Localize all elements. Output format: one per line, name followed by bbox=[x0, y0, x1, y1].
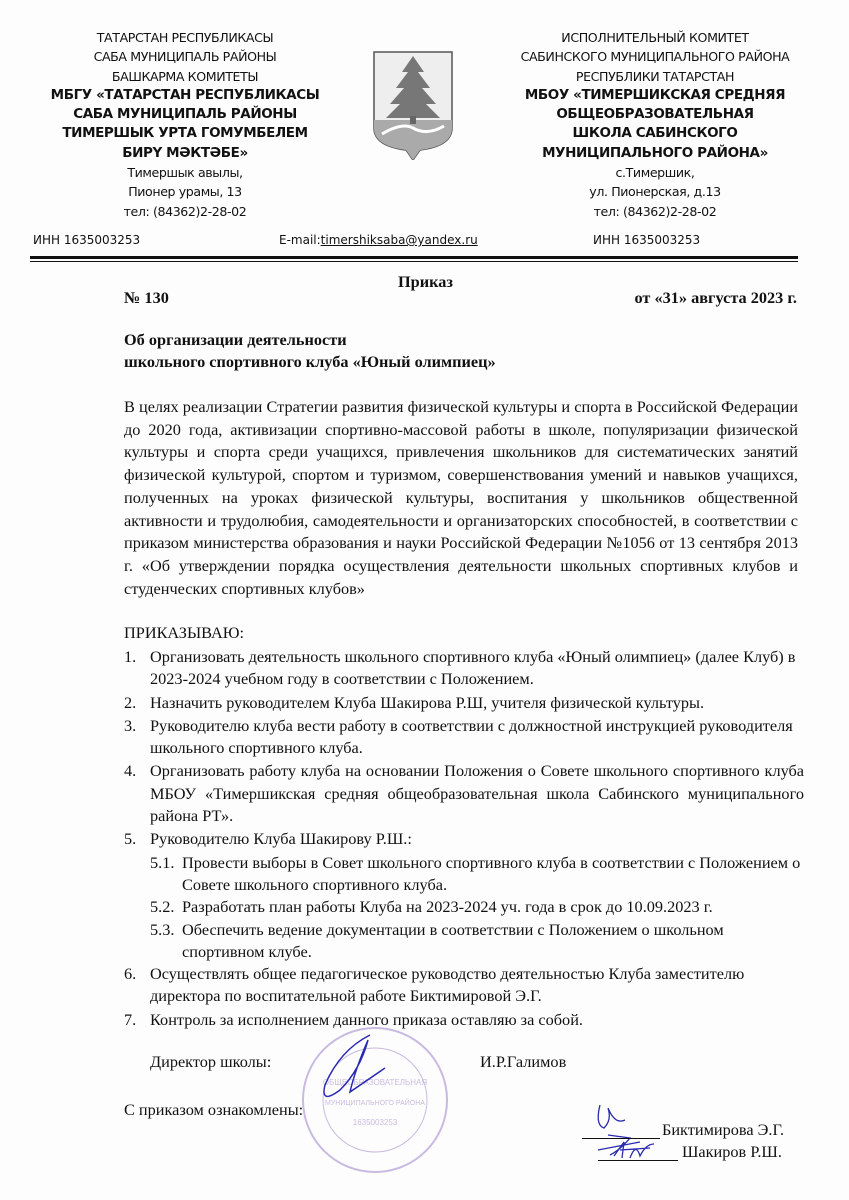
list-item: 7. Контроль за исполнением данного приказа оставляю за собой. bbox=[124, 1009, 583, 1029]
header-address: с.Тимершик, bbox=[615, 165, 695, 181]
email-label: E-mail: bbox=[279, 233, 321, 247]
header-line: ШКОЛА САБИНСКОГО bbox=[572, 125, 738, 142]
header-line: САБА МУНИЦИПАЛЬ РАЙОНЫ bbox=[73, 106, 297, 123]
svg-text:ОБЩЕОБРАЗОВАТЕЛЬНАЯ: ОБЩЕОБРАЗОВАТЕЛЬНАЯ bbox=[322, 1078, 428, 1087]
director-label: Директор школы: bbox=[150, 1052, 272, 1071]
doc-type: Приказ bbox=[398, 272, 453, 291]
inn-left: ИНН 1635003253 bbox=[33, 233, 141, 247]
list-item: 4. Организовать работу клуба на основании Положения о Совете школьного спортивного клуба МБОУ «Тимершикская средняя общеобразовательная школа Сабинского муниципального района РТ». bbox=[124, 761, 804, 826]
svg-text:МУНИЦИПАЛЬНОГО РАЙОНА: МУНИЦИПАЛЬНОГО РАЙОНА bbox=[325, 1100, 425, 1107]
order-number: № 130 bbox=[124, 288, 169, 307]
header-line: МУНИЦИПАЛЬНОГО РАЙОНА» bbox=[542, 144, 768, 161]
sub-item: 5.3. Обеспечить ведение документации в соответствии с Положением о школьном спортивном клубе. bbox=[150, 919, 724, 961]
header-line: ТИМЕРШЫК УРТА ГОМУМБЕЛЕМ bbox=[62, 125, 308, 142]
acquainted-label: С приказом ознакомлены: bbox=[124, 1100, 304, 1119]
order-title: школьного спортивного клуба «Юный олимпиец» bbox=[124, 352, 496, 371]
header-line: БАШКАРМА КОМИТЕТЫ bbox=[111, 68, 259, 84]
header-divider bbox=[30, 256, 798, 259]
acquainted-name: Шакиров Р.Ш. bbox=[682, 1142, 782, 1161]
sub-item: 5.1. Провести выборы в Совет школьного спортивного клуба в соответствии с Положением о Совете школьного спортивного клуба. bbox=[150, 852, 801, 894]
email-link[interactable]: timershiksaba@yandex.ru bbox=[320, 233, 478, 247]
acquainted-name: Биктимирова Э.Г. bbox=[662, 1120, 785, 1139]
header-right bbox=[490, 28, 820, 221]
header-line: ИСПОЛНИТЕЛЬНЫЙ КОМИТЕТ bbox=[561, 30, 749, 45]
coat-of-arms-emblem bbox=[372, 50, 454, 160]
signature-shakirov bbox=[610, 1138, 660, 1162]
order-word: ПРИКАЗЫВАЮ: bbox=[124, 623, 244, 642]
header-line: БИРҮ МӘКТӘБЕ» bbox=[122, 144, 248, 161]
list-item: 2. Назначить руководителем Клуба Шакирова Р.Ш, учителя физической культуры. bbox=[124, 692, 705, 712]
header-address: Тимершык авылы, bbox=[127, 165, 243, 181]
order-items bbox=[124, 646, 804, 1032]
sub-item: 5.2. Разработать план работы Клуба на 2023-2024 уч. года в срок до 10.09.2023 г. bbox=[150, 897, 713, 917]
header-line: САБА МУНИЦИПАЛЬ РАЙОНЫ bbox=[93, 49, 277, 65]
list-item: 1. Организовать деятельность школьного спортивного клуба «Юный олимпиец» (далее Клуб) в 2023-2024 учебном году в соответствии с Положением. bbox=[124, 647, 796, 689]
header-divider-thin bbox=[30, 261, 798, 262]
header-line: МБОУ «ТИМЕРШИКСКАЯ СРЕДНЯЯ bbox=[524, 86, 786, 103]
director-signature bbox=[310, 1030, 390, 1110]
director-name: И.Р.Галимов bbox=[480, 1052, 567, 1071]
header-left bbox=[20, 28, 350, 221]
header-line: САБИНСКОГО МУНИЦИПАЛЬНОГО РАЙОНА bbox=[520, 49, 790, 65]
header-phone: тел: (84362)2-28-02 bbox=[593, 203, 717, 219]
header-address: Пионер урамы, 13 bbox=[128, 184, 242, 200]
list-item: 5. Руководителю Клуба Шакирову Р.Ш.: bbox=[124, 829, 412, 849]
order-title: Об организации деятельности bbox=[124, 330, 347, 349]
order-date: от «31» августа 2023 г. bbox=[634, 288, 797, 307]
preamble: В целях реализации Стратегии развития физической культуры и спорта в Российской Федерации до 2020 года, активизации спортивно-массовой работы в школе, популяризации физической культуры и спорта среди учащихся, привлечения школьников для систематических занятий физической культурой, спортом и туризмом, совершенствования умений и навыков учащихся, полученных на уроках физической культуры, воспитания у школьников общественной активности и трудолюбия, самодеятельности и организаторских способностей, в соответствии с приказом министерства образования и науки Российской Федерации №1056 от 13 сентября 2013 г. «Об утверждении порядка осуществления деятельности школьных спортивных клубов и студенческих спортивных клубов» bbox=[124, 397, 798, 598]
header-phone: тел: (84362)2-28-02 bbox=[123, 203, 247, 219]
svg-text:1635003253: 1635003253 bbox=[352, 1118, 398, 1127]
header-line: МБГУ «ТАТАРСТАН РЕСПУБЛИКАСЫ bbox=[50, 86, 320, 103]
header-line: ОБЩЕОБРАЗОВАТЕЛЬНАЯ bbox=[556, 106, 754, 123]
list-item: 6. Осуществлять общее педагогическое руководство деятельностью Клуба заместителю директора по воспитательной работе Биктимировой Э.Г. bbox=[124, 964, 745, 1006]
header-line: ТАТАРСТАН РЕСПУБЛИКАСЫ bbox=[96, 30, 274, 45]
header-line: РЕСПУБЛИКИ ТАТАРСТАН bbox=[575, 68, 735, 84]
header-address: ул. Пионерская, д.13 bbox=[589, 184, 721, 200]
list-item: 3. Руководителю клуба вести работу в соответствии с должностной инструкцией руководителя школьного спортивного клуба. bbox=[124, 715, 793, 758]
inn-right: ИНН 1635003253 bbox=[593, 233, 701, 247]
